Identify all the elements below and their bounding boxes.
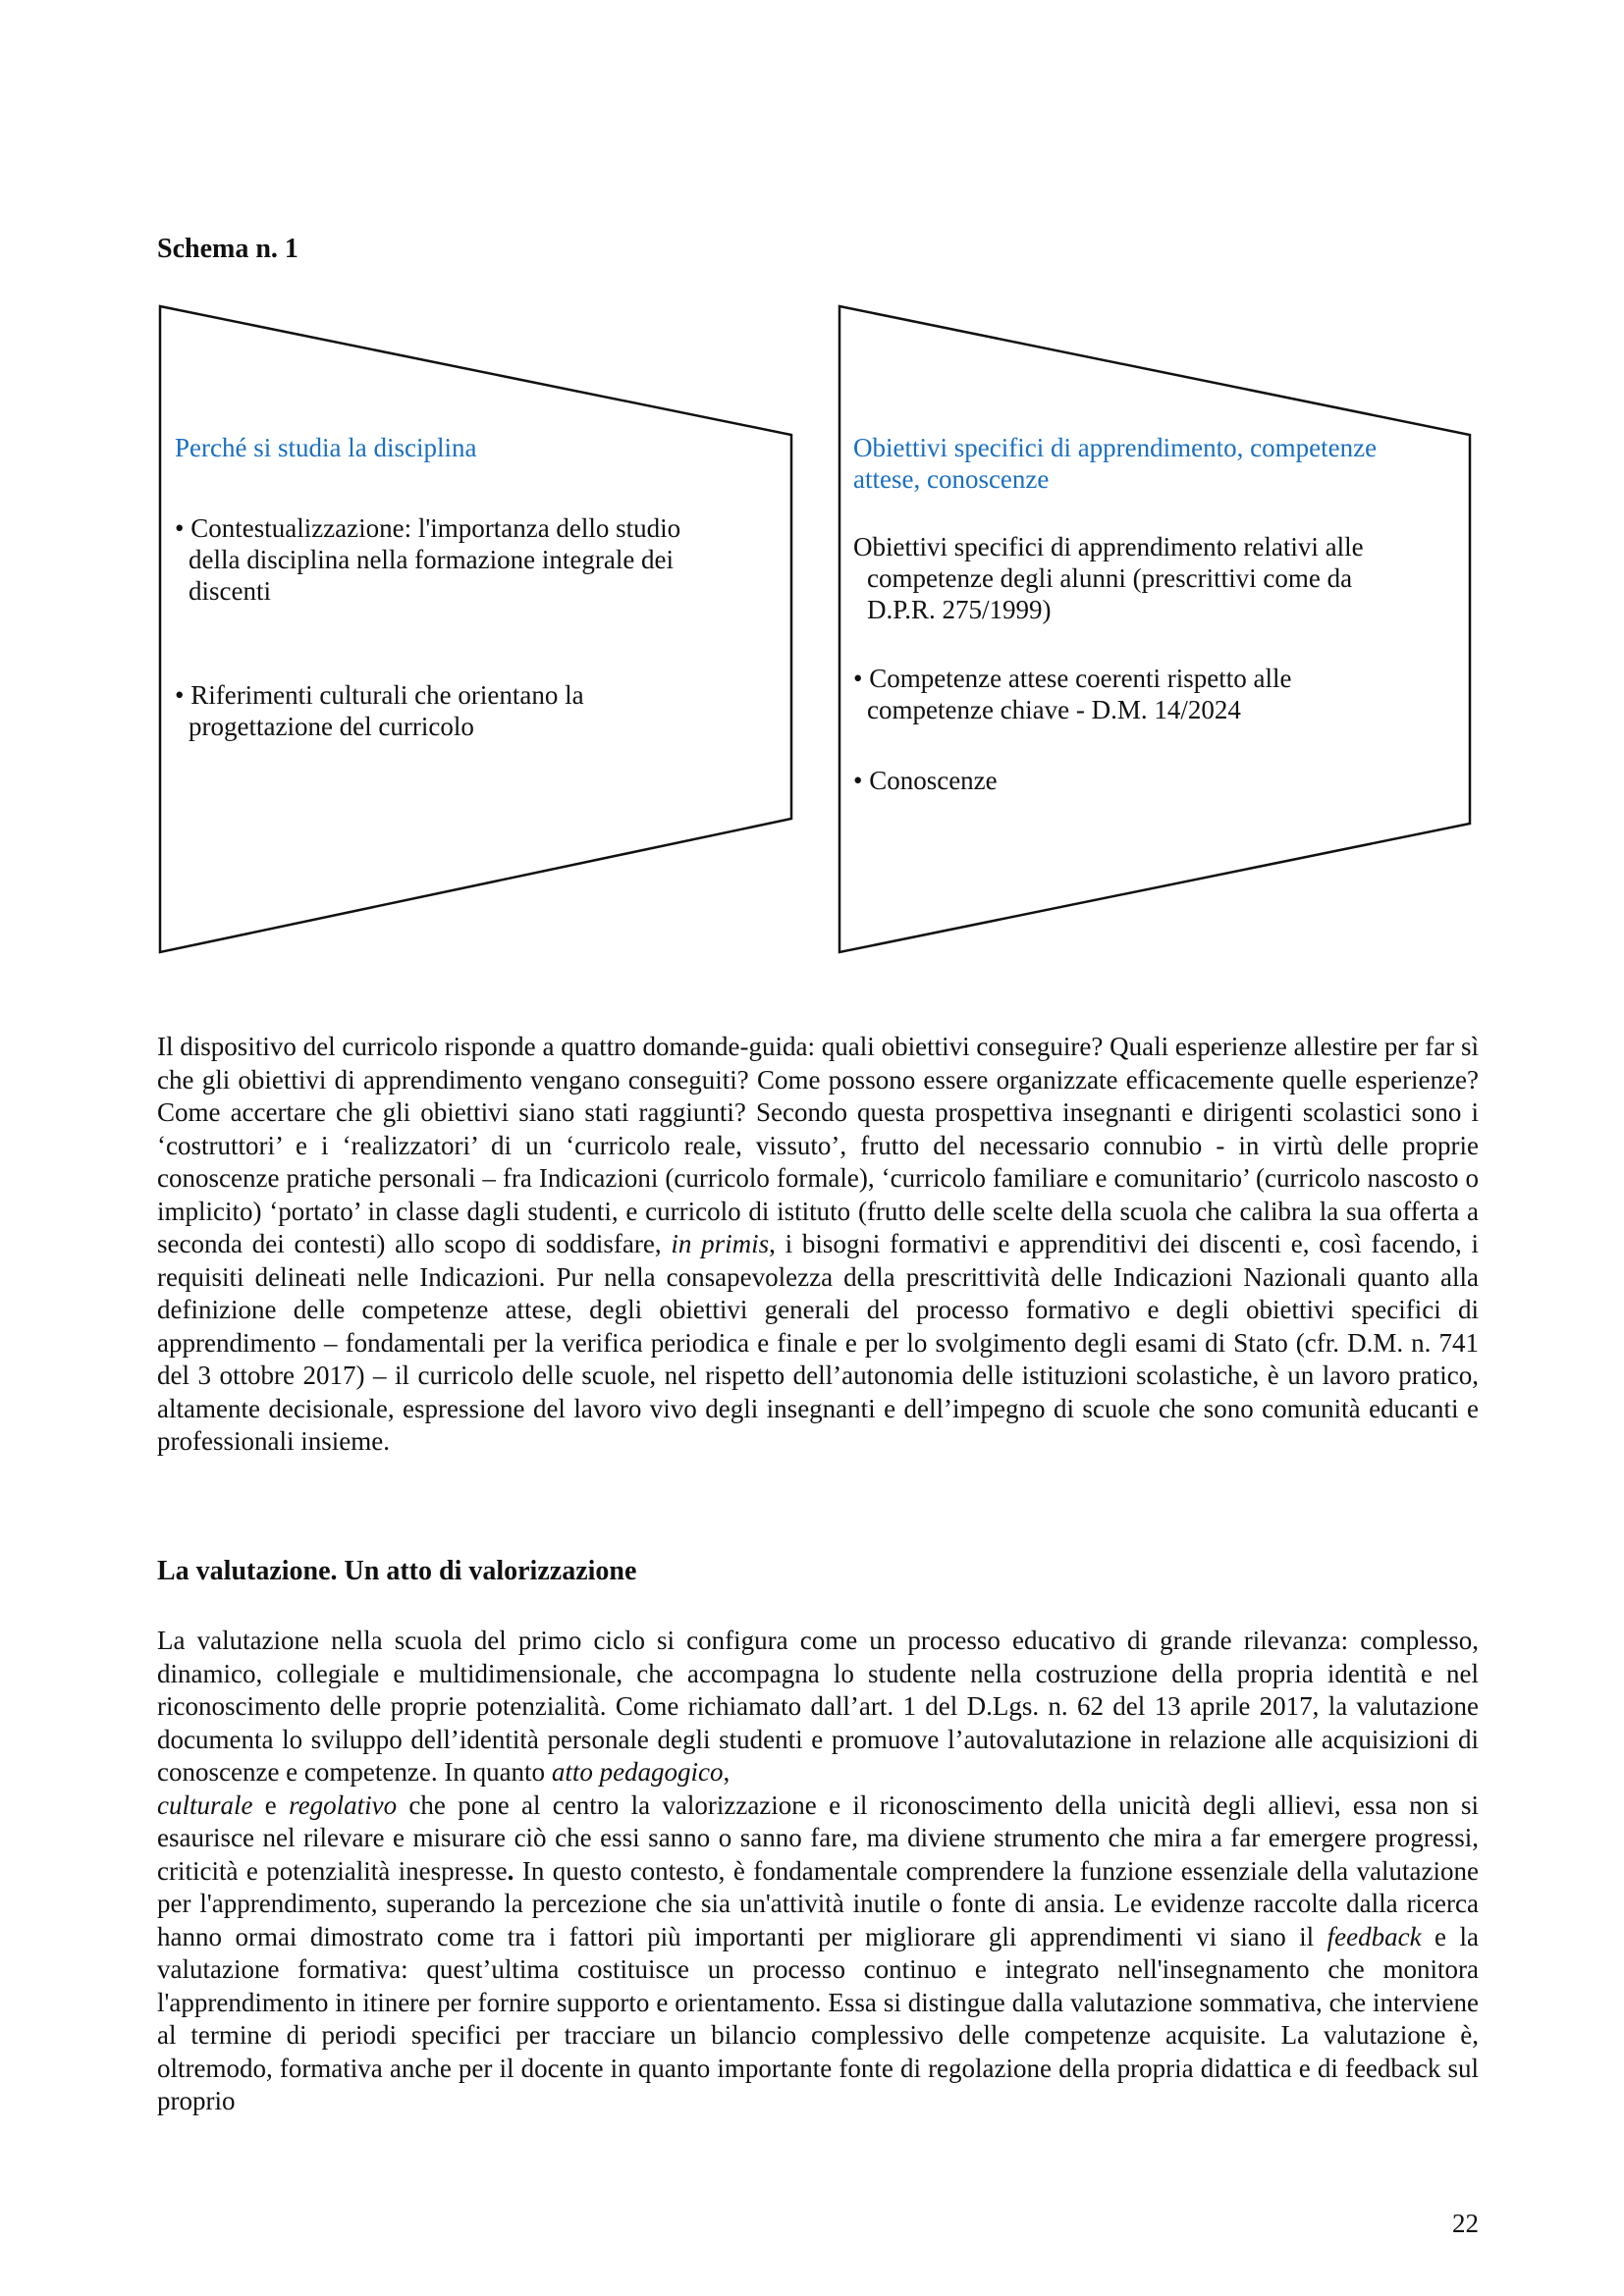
paragraph-text-cont: che pone al centro la valorizzazione e il riconoscimento della unicità degli allievi, essa non si esaurisce nel rilevare e misurare ciò che essi sanno o sanno fare, ma diviene strumento che mira a far emergere progressi, criticità e potenzialità inespresse xyxy=(157,1789,1480,1886)
right-box-content xyxy=(853,432,1472,796)
right-item-objectives: Obiettivi specifici di apprendimento relativi alle xyxy=(853,532,1364,561)
paragraph-text-comma: , xyxy=(723,1757,731,1787)
right-box-heading: Obiettivi specifici di apprendimento, competenze xyxy=(853,433,1378,462)
section-heading: La valutazione. Un atto di valorizzazione xyxy=(157,1556,637,1586)
body-paragraph-evaluation xyxy=(157,1625,1479,2118)
paragraph-text-cont2: In questo contesto, è fondamentale comprendere la funzione essenziale della valutazione per l'apprendimento, superando la percezione che sia un'attività inutile o fonte di ansia. Le evidenze raccolte dalla ricerca hanno ormai dimostrato come tra i fattori più importanti per migliorare gli apprendimenti vi siano il xyxy=(157,1855,1480,1951)
right-item-knowledge: • Conoscenze xyxy=(853,766,998,795)
right-item-competences-line2: competenze chiave - D.M. 14/2024 xyxy=(867,695,1241,724)
schema-title: Schema n. 1 xyxy=(157,234,298,264)
italic-regolativo: regolativo xyxy=(289,1789,398,1820)
italic-feedback: feedback xyxy=(1326,1921,1422,1951)
paragraph-text: La valutazione nella scuola del primo ciclo si configura come un processo educativo di grande rilevanza: complesso, dinamico, collegiale e multidimensionale, che accompagna lo studente nella costruzione della propria identità e nel riconoscimento delle proprie potenzialità. Come richiamato dall’art. 1 del D.Lgs. n. 62 del 13 aprile 2017, la valutazione documenta lo sviluppo dell’identità personale degli studenti e promuove l’autovalutazione in relazione alle acquisizioni di conoscenze e competenze. In quanto xyxy=(157,1626,1479,1787)
paragraph-text-cont3: e la valutazione formativa: quest’ultima costituisce un processo continuo e integrato nell'insegnamento che monitora l'apprendimento in itinere per fornire supporto e orientamento. Essa si distingue dalla valutazione sommativa, che interviene al termine di periodi specifici per tracciare un bilancio complessivo delle competenze acquisite. La valutazione è, oltremodo, formativa anche per il docente in quanto importante fonte di regolazione della propria didattica e di feedback sul proprio xyxy=(157,1921,1479,2115)
italic-in-primis: in primis xyxy=(671,1229,770,1258)
body-paragraph-curriculum xyxy=(157,1031,1479,1459)
right-item-competences: • Competenze attese coerenti rispetto alle xyxy=(853,664,1292,693)
left-bullet-contextualization-line3: discenti xyxy=(189,576,271,606)
page-number: 22 xyxy=(1452,2209,1479,2238)
left-box-heading: Perché si studia la disciplina xyxy=(175,433,477,462)
left-bullet-cultural-references: • Riferimenti culturali che orientano la xyxy=(175,680,584,710)
right-box-heading-line2: attese, conoscenze xyxy=(853,464,1050,494)
paragraph-text-conj: e xyxy=(252,1789,290,1820)
italic-culturale: culturale xyxy=(157,1789,253,1820)
right-item-objectives-line2: competenze degli alunni (prescrittivi come da xyxy=(867,563,1353,593)
bold-period: . xyxy=(507,1855,514,1886)
italic-atto-pedagogico: atto pedagogico xyxy=(551,1757,724,1787)
left-bullet-cultural-references-line2: progettazione del curricolo xyxy=(189,712,474,741)
paragraph-text-cont: , i bisogni formativi e apprenditivi dei discenti e, così facendo, i requisiti delineati nelle Indicazioni. Pur nella consapevolezza della prescrittività delle Indicazioni Nazionali quanto alla definizione delle competenze attese, degli obiettivi generali del processo formativo e degli obiettivi specifici di apprendimento – fondamentali per la verifica periodica e finale e per lo svolgimento degli esami di Stato (cfr. D.M. n. 741 del 3 ottobre 2017) – il curricolo delle scuole, nel rispetto dell’autonomia delle istituzioni scolastiche, è un lavoro pratico, altamente decisionale, espressione del lavoro vivo degli insegnanti e dell’impegno di scuole che sono comunità educanti e professionali insieme. xyxy=(157,1229,1479,1456)
paragraph-text: Il dispositivo del curricolo risponde a quattro domande-guida: quali obiettivi conseguire? Quali esperienze allestire per far sì che gli obiettivi di apprendimento vengano conseguiti? Come possono essere organizzate efficacemente quelle esperienze? Come accertare che gli obiettivi siano stati raggiunti? Secondo questa prospettiva insegnanti e dirigenti scolastici sono i ‘costruttori’ e i ‘realizzatori’ di un ‘curricolo reale, vissuto’, frutto del necessario connubio - in virtù delle proprie conoscenze pratiche personali – fra Indicazioni (curricolo formale), ‘curricolo familiare e comunitario’ (curricolo nascosto o implicito) ‘portato’ in classe dagli studenti, e curricolo di istituto (frutto delle scelte della scuola che calibra la sua offerta a seconda dei contesti) allo scopo di soddisfare, xyxy=(157,1032,1479,1258)
left-bullet-contextualization-line2: della disciplina nella formazione integrale dei xyxy=(189,545,675,574)
left-bullet-contextualization: • Contestualizzazione: l'importanza dello studio xyxy=(175,513,681,543)
right-item-objectives-line3: D.P.R. 275/1999) xyxy=(867,595,1052,624)
left-box-content xyxy=(175,432,764,742)
